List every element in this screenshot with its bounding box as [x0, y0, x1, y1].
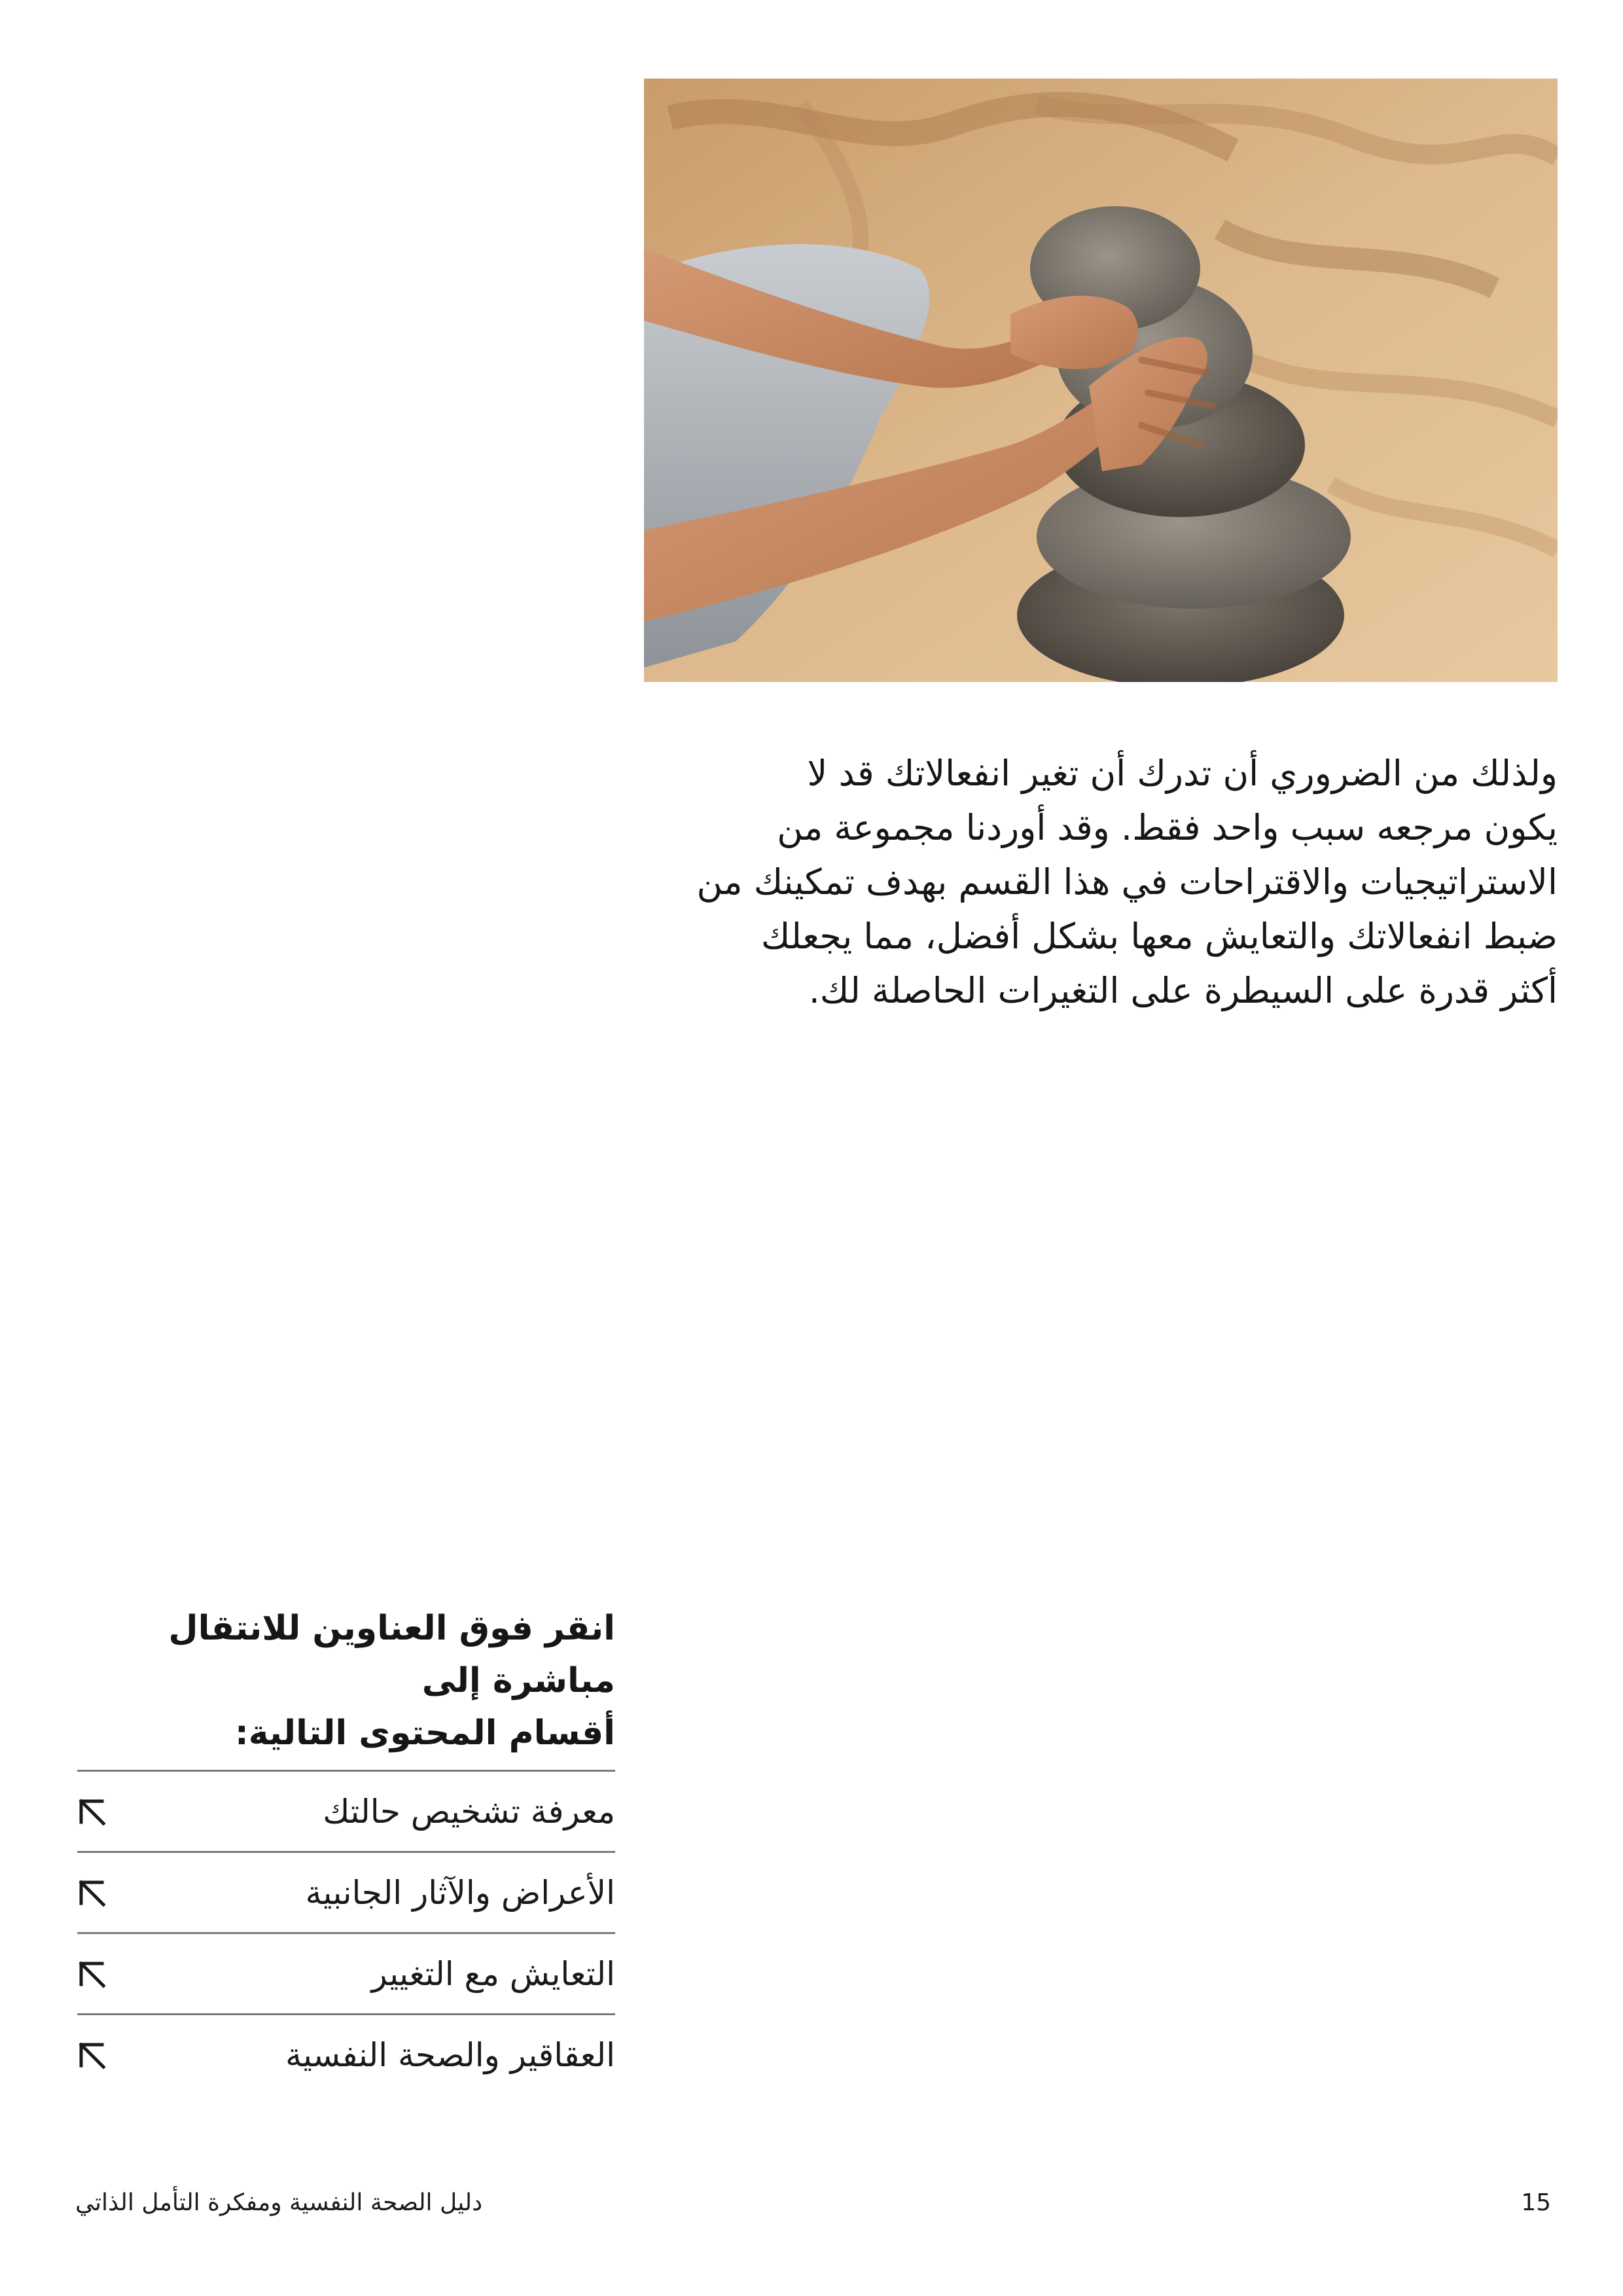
body-paragraph-line: ضبط انفعالاتك والتعايش معها بشكل أفضل، مما يجعلك [760, 916, 1558, 957]
nav-link-label: العقاقير والصحة النفسية [285, 2036, 615, 2074]
nav-link-symptoms[interactable] [77, 1851, 615, 1932]
page-number: 15 [1521, 2189, 1551, 2216]
nav-link-medication[interactable] [77, 2013, 615, 2094]
navigation-list [77, 1770, 615, 2094]
nav-link-coping[interactable] [77, 1932, 615, 2013]
section-navigation [77, 1602, 615, 2094]
nav-link-diagnosis[interactable] [77, 1770, 615, 1851]
navigation-heading-line: أقسام المحتوى التالية: [235, 1713, 615, 1753]
body-paragraph-line: يكون مرجعه سبب واحد فقط. وقد أوردنا مجموعة من [777, 807, 1558, 848]
body-paragraph-line: ولذلك من الضروري أن تدرك أن تغير انفعالاتك قد لا [807, 753, 1558, 794]
navigation-heading [77, 1602, 615, 1759]
body-paragraph-line: أكثر قدرة على السيطرة على التغيرات الحاصلة لك. [808, 970, 1558, 1011]
footer-document-title: دليل الصحة النفسية ومفكرة التأمل الذاتي [75, 2189, 483, 2216]
navigation-heading-line: انقر فوق العناوين للانتقال مباشرة إلى [168, 1609, 615, 1700]
stacking-stones-photo [644, 79, 1558, 682]
body-paragraph-line: الاستراتيجيات والاقتراحات في هذا القسم بهدف تمكينك من [696, 861, 1558, 903]
body-paragraph [641, 746, 1558, 1018]
arrow-up-left-icon[interactable] [77, 1797, 106, 1826]
arrow-up-left-icon[interactable] [77, 1960, 106, 1988]
nav-link-label: معرفة تشخيص حالتك [323, 1792, 615, 1831]
nav-link-label: التعايش مع التغيير [371, 1954, 615, 1993]
arrow-up-left-icon[interactable] [77, 2041, 106, 2070]
nav-link-label: الأعراض والآثار الجانبية [305, 1873, 615, 1912]
arrow-up-left-icon[interactable] [77, 1878, 106, 1907]
